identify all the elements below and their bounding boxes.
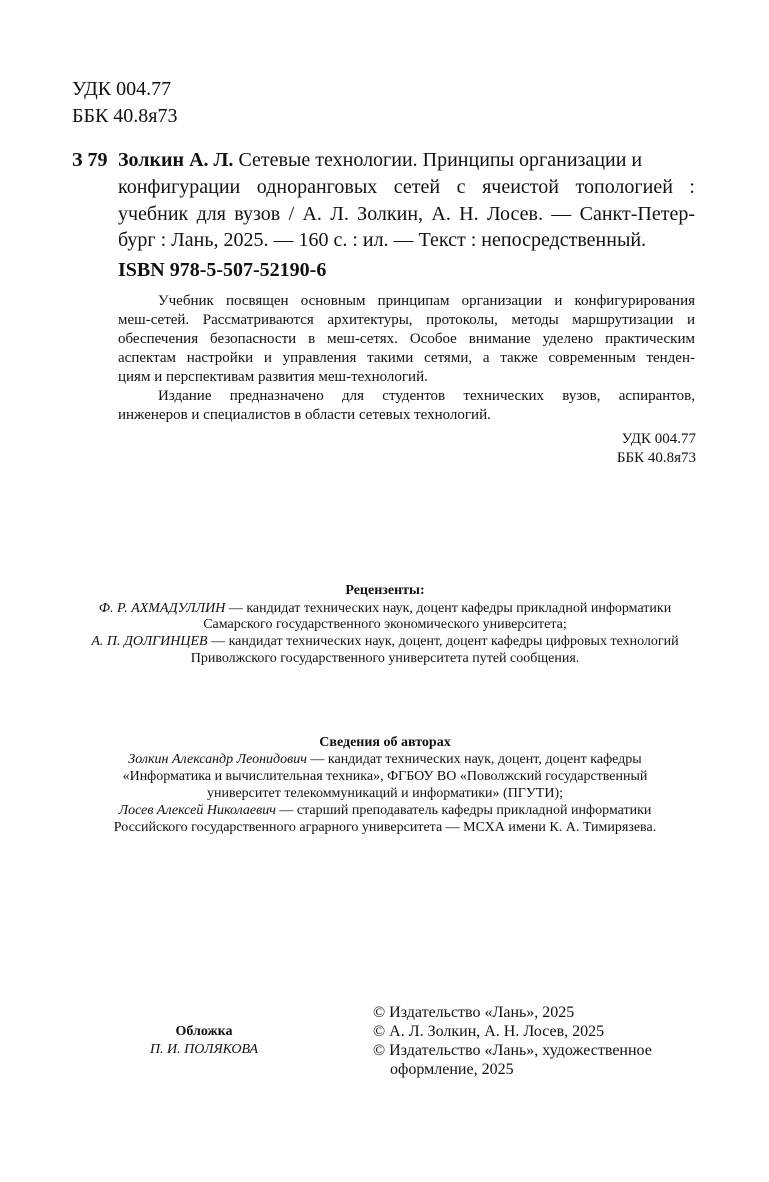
reviewer-1-title: — кандидат технических наук, доцент кафедры прикладной информатики <box>225 601 672 616</box>
author-1-affiliation-cont: университет телекоммуникаций и информатики» (ПГУТИ); <box>206 786 564 801</box>
author-1-affiliation: «Информатика и вычислительная техника», ФГБОУ ВО «Поволжский государственный <box>122 769 648 784</box>
bbk-annotation: ББК 40.8я73 <box>616 450 696 466</box>
author-2-name: Лосев Алексей Николаевич <box>118 803 276 818</box>
annotation-line: Издание предназначено для студентов технических вузов, аспирантов, <box>158 388 695 404</box>
authors-heading: Сведения об авторах <box>319 735 451 750</box>
bib-author: Золкин А. Л. <box>118 149 234 171</box>
udk-annotation: УДК 004.77 <box>621 431 696 447</box>
copyright-line: © Издательство «Лань», 2025 <box>373 1004 575 1021</box>
bib-line-3: учебник для вузов / А. Л. Золкин, А. Н. Лосев. — Санкт-Петер- <box>118 203 695 225</box>
author-1-title: — кандидат технических наук, доцент, доцент кафедры <box>306 752 642 767</box>
bbk-top: ББК 40.8я73 <box>72 105 178 127</box>
reviewer-2-affiliation: Приволжского государственного университета путей сообщения. <box>190 651 580 666</box>
bib-line-2: конфигурации одноранговых сетей с ячеистой топологией : <box>118 176 695 198</box>
author-1-name: Золкин Александр Леонидович <box>128 752 307 767</box>
reviewer-1-name: Ф. Р. АХМАДУЛЛИН <box>98 601 226 616</box>
annotation-line: аспектам настройки и управления такими сетями, а также современным тенден- <box>118 350 695 366</box>
author-2-affiliation: Российского государственного аграрного университета — МСХА имени К. А. Тимирязева. <box>113 820 657 835</box>
reviewers-heading: Рецензенты: <box>345 583 425 598</box>
copyright-line: оформление, 2025 <box>390 1061 514 1078</box>
bib-title-part: Сетевые технологии. Принципы организации и <box>233 149 643 171</box>
author-2 <box>60 802 710 820</box>
author-2-title: — старший преподаватель кафедры прикладной информатики <box>275 803 652 818</box>
copyright-line: © Издательство «Лань», художественное <box>373 1042 652 1059</box>
copyright-line: © А. Л. Золкин, А. Н. Лосев, 2025 <box>373 1023 605 1040</box>
udk-top: УДК 004.77 <box>72 78 172 100</box>
reviewer-2-title: — кандидат технических наук, доцент, доцент кафедры цифровых технологий <box>207 634 679 649</box>
annotation-line: инженеров и специалистов в области сетевых технологий. <box>118 407 491 423</box>
author-code: З 79 <box>72 149 108 171</box>
annotation-line: Учебник посвящен основным принципам организации и конфигурирования <box>158 293 695 309</box>
cover-label: Обложка <box>175 1024 233 1039</box>
bib-line-4: бург : Лань, 2025. — 160 с. : ил. — Текст : непосредственный. <box>118 229 647 251</box>
author-1 <box>60 751 710 769</box>
reviewer-2 <box>60 633 710 651</box>
annotation-line: меш-сетей. Рассматриваются архитектуры, протоколы, методы маршрутизации и <box>118 312 695 328</box>
annotation-line: циям и перспективам развития меш-технологий. <box>118 369 428 385</box>
bib-line-1 <box>118 150 695 170</box>
reviewer-2-name: А. П. ДОЛГИНЦЕВ <box>91 634 208 649</box>
annotation-line: обеспечения безопасности в меш-сетях. Особое внимание уделено практическим <box>118 331 695 347</box>
isbn: ISBN 978-5-507-52190-6 <box>118 259 327 281</box>
reviewer-1-affiliation: Самарского государственного экономического университета; <box>203 617 567 632</box>
cover-designer: П. И. ПОЛЯКОВА <box>149 1042 259 1057</box>
